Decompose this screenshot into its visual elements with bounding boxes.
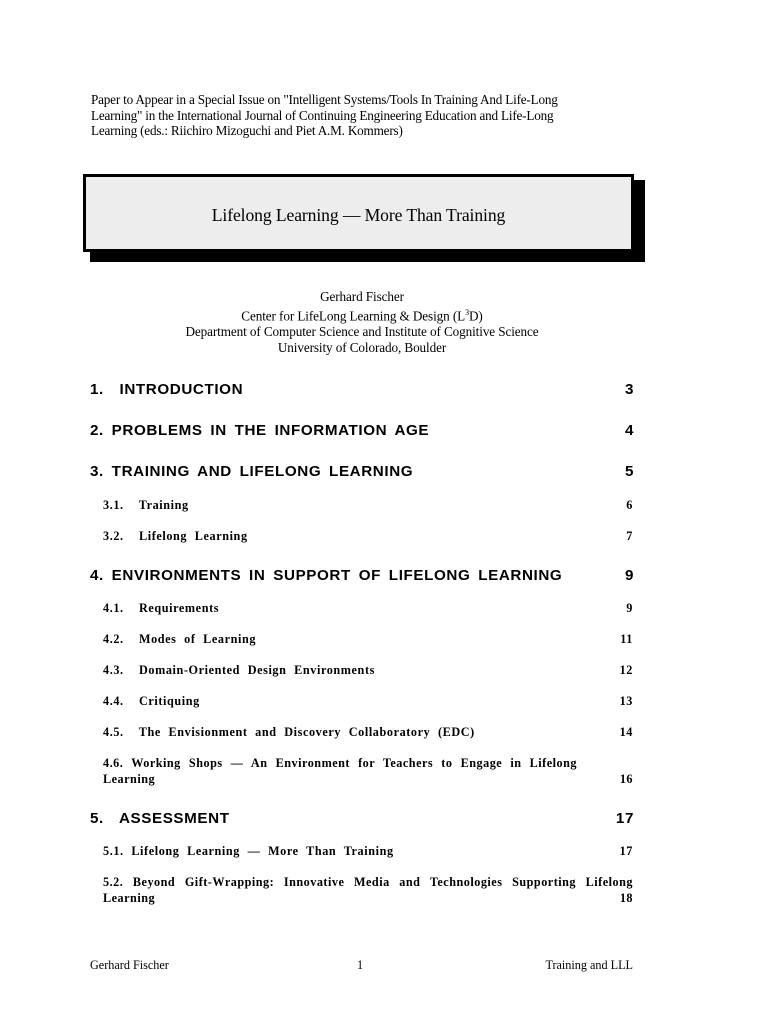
toc-page: 18 xyxy=(619,890,633,905)
toc-entry-3[interactable] xyxy=(90,463,634,480)
toc-entry-3-2[interactable] xyxy=(103,529,633,544)
toc-page: 17 xyxy=(615,810,634,827)
toc-page: 12 xyxy=(619,663,633,677)
footer-author: Gerhard Fischer xyxy=(90,958,169,972)
author-university: University of Colorado, Boulder xyxy=(277,339,447,355)
toc-label: 5.2. Beyond Gift-Wrapping: Innovative Media and Technologies Supporting Lifelong xyxy=(103,875,633,889)
toc-label: 5.1. Lifelong Learning — More Than Training xyxy=(103,844,394,858)
toc-page: 7 xyxy=(626,529,633,543)
toc-entry-4-1[interactable] xyxy=(103,601,633,616)
toc-entry-4-4[interactable] xyxy=(103,694,633,709)
superscript: 3 xyxy=(465,307,469,317)
toc-label: 1. INTRODUCTION xyxy=(90,381,244,398)
toc-page: 9 xyxy=(624,567,634,584)
toc-entry-3-1[interactable] xyxy=(103,498,633,513)
toc-label: 4.2. Modes of Learning xyxy=(103,632,257,646)
toc-label: 3.2. Lifelong Learning xyxy=(103,529,248,543)
paper-title: Lifelong Learning — More Than Training xyxy=(211,205,506,225)
publication-note xyxy=(91,92,651,139)
toc-label: 4.4. Critiquing xyxy=(103,694,200,708)
toc-page: 9 xyxy=(626,601,633,615)
toc-entry-4[interactable] xyxy=(90,567,634,584)
toc-entry-4-5[interactable] xyxy=(103,725,633,740)
toc-entry-5-2[interactable] xyxy=(103,875,633,906)
toc-label: 2. PROBLEMS IN THE INFORMATION AGE xyxy=(90,422,430,439)
toc-label: 4.5. The Envisionment and Discovery Collaboratory (EDC) xyxy=(103,725,475,739)
toc-label: 4.3. Domain-Oriented Design Environments xyxy=(103,663,375,677)
toc-label: 3.1. Training xyxy=(103,498,189,512)
toc-page: 4 xyxy=(624,422,634,439)
toc-label-continued: Learning xyxy=(103,890,156,905)
toc-page: 3 xyxy=(624,381,634,398)
publication-note-line: Learning (eds.: Riichiro Mizoguchi and Piet A.M. Kommers) xyxy=(91,123,403,139)
toc-entry-4-2[interactable] xyxy=(103,632,633,647)
toc-page: 16 xyxy=(619,771,633,786)
toc-label: 4. ENVIRONMENTS IN SUPPORT OF LIFELONG LEARNING xyxy=(90,567,563,584)
publication-note-line: Learning" in the International Journal of Continuing Engineering Education and Life-Long xyxy=(91,107,554,123)
toc-label: 3. TRAINING AND LIFELONG LEARNING xyxy=(90,463,414,480)
author-department: Department of Computer Science and Institute of Cognitive Science xyxy=(185,323,539,339)
footer-running-title: Training and LLL xyxy=(545,958,633,972)
toc-page: 13 xyxy=(619,694,633,708)
toc-entry-2[interactable] xyxy=(90,422,634,439)
title-box xyxy=(83,174,634,252)
author-center: Center for LifeLong Learning & Design $(L^3D)$ xyxy=(241,307,483,324)
toc-entry-4-6[interactable] xyxy=(103,756,633,787)
toc-page: 11 xyxy=(620,632,633,646)
toc-page: 14 xyxy=(619,725,633,739)
toc-label: 5. ASSESSMENT xyxy=(90,810,230,827)
toc-page: 5 xyxy=(624,463,634,480)
publication-note-line: Paper to Appear in a Special Issue on "Intelligent Systems/Tools In Training And Life-Long xyxy=(91,92,558,107)
footer-page-number: 1 xyxy=(357,958,364,972)
toc-label: 4.1. Requirements xyxy=(103,601,220,615)
toc-page: 6 xyxy=(626,498,633,512)
toc-page: 17 xyxy=(619,844,633,858)
toc-label-continued: Learning xyxy=(103,771,156,786)
toc-entry-5[interactable] xyxy=(90,810,634,827)
author-name: Gerhard Fischer xyxy=(320,289,404,304)
toc-entry-4-3[interactable] xyxy=(103,663,633,678)
toc-label: 4.6. Working Shops — An Environment for Teachers to Engage in Lifelong xyxy=(103,756,577,770)
author-block xyxy=(0,289,724,355)
toc-entry-1[interactable] xyxy=(90,381,634,398)
toc-entry-5-1[interactable] xyxy=(103,844,633,859)
